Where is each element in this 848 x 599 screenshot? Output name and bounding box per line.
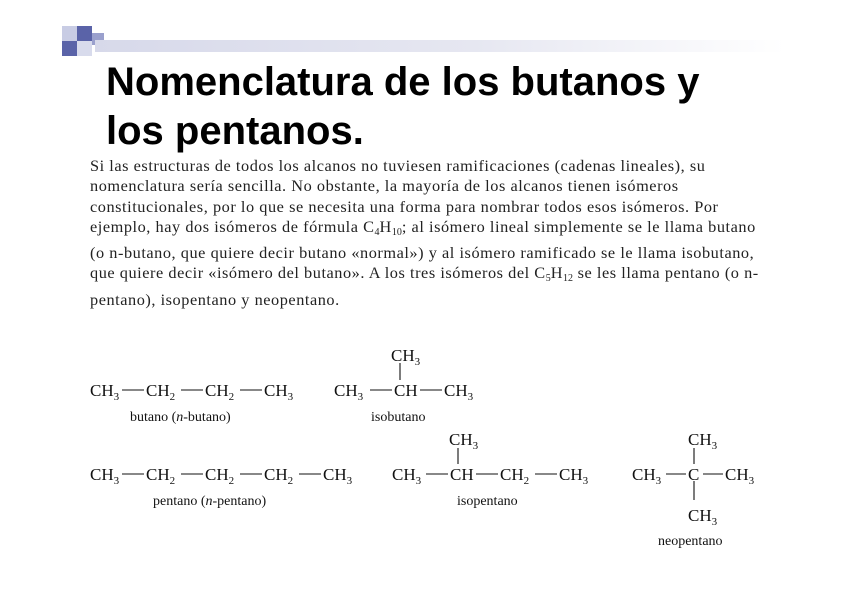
title-line-2: los pentanos. bbox=[106, 109, 364, 153]
body-text: Si las estructuras de todos los alcanos no tuviesen ramificaciones (cadenas lineales), su nomenclatura sería sencilla. No obstante, la mayoría de los alcanos tienen isómeros constitucionales, por lo que se necesita una forma para nombrar todos esos isómeros. Por ejemplo, hay dos isómeros de fórmula C bbox=[90, 156, 719, 236]
title-line-1: Nomenclatura de los butanos y bbox=[106, 60, 700, 104]
subscript: 4 bbox=[374, 226, 380, 238]
ch3-group: $CH_3$ bbox=[632, 465, 662, 487]
ch3-group: $CH_3$ bbox=[264, 381, 294, 403]
ch3-group: $CH_3$ bbox=[688, 506, 718, 528]
ch3-group: $CH_3$ bbox=[391, 346, 421, 368]
body-text: ; al isómero lineal simplemente se le llama butano (o n-butano, que quiere decir butano «normal») y al isómero ramificado se le llama isobutano, que quiere decir «isómero del butano». A los tres isómeros del C bbox=[90, 216, 756, 283]
ch2-group: $CH_2$ bbox=[205, 465, 235, 487]
ch3-group: $CH_3$ bbox=[392, 465, 422, 487]
ch-group: CH bbox=[394, 381, 418, 400]
subscript: 12 bbox=[563, 273, 574, 285]
ch3-group: $CH_3$ bbox=[90, 465, 120, 487]
subscript: 5 bbox=[545, 273, 551, 285]
ch3-group: $CH_3$ bbox=[334, 381, 364, 403]
body-text: H bbox=[379, 216, 392, 236]
ch3-group: $CH_3$ bbox=[323, 465, 353, 487]
ch3-group: $CH_3$ bbox=[559, 465, 589, 487]
label-isopentano: isopentano bbox=[457, 494, 518, 509]
c-atom: C bbox=[688, 465, 700, 484]
subscript: 10 bbox=[391, 226, 402, 238]
body-text: se les llama pentano (o n-pentano), isopentano y neopentano. bbox=[90, 263, 759, 309]
body-text: H bbox=[550, 263, 564, 283]
ch2-group: $CH_2$ bbox=[146, 465, 176, 487]
ch2-group: $CH_2$ bbox=[205, 381, 235, 403]
ch3-group: $CH_3$ bbox=[449, 430, 479, 452]
ch2-group: $CH_2$ bbox=[146, 381, 176, 403]
ch3-group: $CH_3$ bbox=[688, 430, 718, 452]
ch-group: CH bbox=[450, 465, 474, 484]
ch2-group: $CH_2$ bbox=[500, 465, 530, 487]
ch2-group: $CH_2$ bbox=[264, 465, 294, 487]
label-butano: butano (n-butano) bbox=[130, 410, 231, 425]
ch3-group: $CH_3$ bbox=[444, 381, 474, 403]
label-neopentano: neopentano bbox=[658, 534, 723, 549]
ch3-group: $CH_3$ bbox=[90, 381, 120, 403]
label-pentano: pentano (n-pentano) bbox=[153, 494, 267, 509]
ch3-group: $CH_3$ bbox=[725, 465, 755, 487]
label-isobutano: isobutano bbox=[371, 410, 426, 425]
